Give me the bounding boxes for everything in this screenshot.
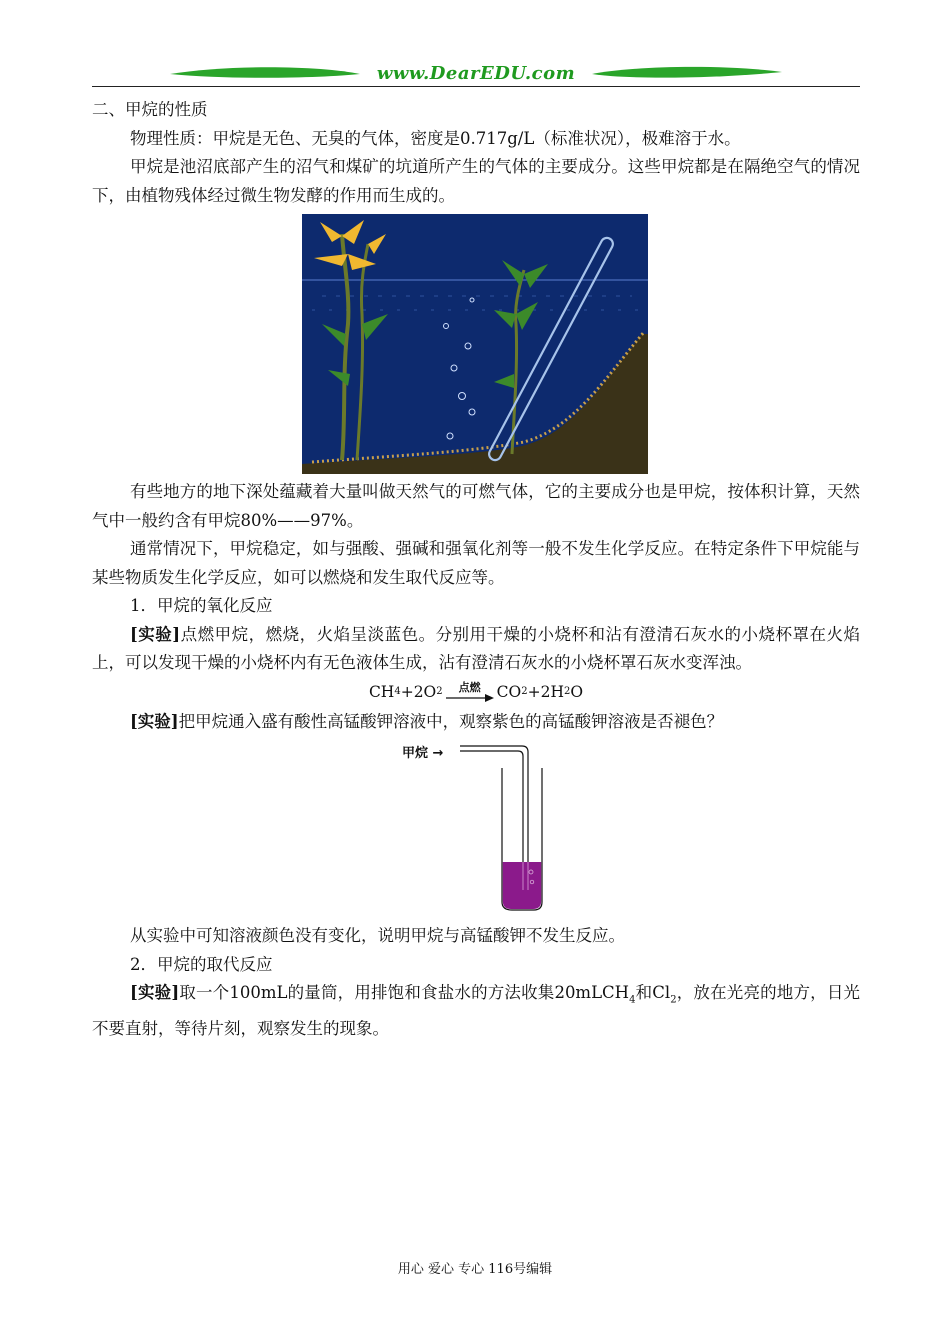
reaction-arrow: [445, 682, 495, 708]
experiment-1-text: 点燃甲烷，燃烧，火焰呈淡蓝色。分别用干燥的小烧杯和沾有澄清石灰水的小烧杯罩在火焰上，可以发现干燥的小烧杯内有无色液体生成，沾有澄清石灰水的小烧杯罩石灰水变浑浊。: [92, 624, 860, 672]
experiment-3-text: 取一个100mL的量筒，用排饱和食盐水的方法收集20mLCH: [179, 983, 630, 1002]
page-footer: 用心 爱心 专心 116号编辑: [397, 1262, 553, 1277]
swamp-gas-illustration: [302, 214, 648, 474]
experiment-2: [92, 708, 860, 737]
paragraph-natural-gas: 有些地方的地下深处蕴藏着大量叫做天然气的可燃气体，它的主要成分也是甲烷，按体积计算，天然气中一般约含有甲烷80%——97%。: [92, 482, 860, 530]
site-logo[interactable]: www.DearEDU.com: [376, 63, 576, 84]
paragraph-source: 甲烷是池沼底部产生的沼气和煤矿的坑道所产生的气体的主要成分。这些甲烷都是在隔绝空气的情况下，由植物残体经过微生物发酵的作用而生成的。: [92, 157, 860, 205]
experiment-3: [92, 979, 860, 1043]
section-title: 二、甲烷的性质: [92, 100, 208, 119]
arrow-right-icon: [445, 694, 495, 704]
header-divider: [92, 86, 860, 87]
formula-sub: 2: [670, 994, 677, 1006]
experiment-3-text: ，放在光亮的地方，日光不要直射，等待片刻，观察发生的现象。: [92, 983, 861, 1038]
experiment-label: [实验]: [130, 711, 179, 731]
reaction-condition: 点燃: [458, 680, 481, 694]
paragraph-conclusion: 从实验中可知溶液颜色没有变化，说明甲烷与高锰酸钾不发生反应。: [130, 926, 625, 945]
heading-oxidation: 1．甲烷的氧化反应: [130, 596, 273, 615]
heading-substitution: 2．甲烷的取代反应: [130, 954, 273, 974]
gas-inlet-label: 甲烷 →: [402, 746, 444, 761]
combustion-equation: [92, 676, 860, 708]
experiment-label: [实验]: [130, 624, 181, 644]
paragraph-stability: 通常情况下，甲烷稳定，如与强酸、强碱和强氧化剂等一般不发生化学反应。在特定条件下甲烷能与某些物质发生化学反应，如可以燃烧和发生取代反应等。: [92, 539, 860, 587]
eq-sub: 2: [521, 685, 528, 697]
eq-sub: 2: [563, 685, 571, 697]
eq-product-o: O: [570, 682, 584, 701]
experiment-1: [92, 621, 860, 678]
experiment-label: [实验]: [130, 983, 180, 1002]
formula-sub: 4: [629, 994, 636, 1006]
eq-reactant-o: +2O: [400, 682, 437, 701]
eq-product-co: CO: [496, 682, 522, 701]
experiment-3-text: 和Cl: [635, 983, 671, 1002]
eq-sub: 4: [394, 685, 401, 697]
paragraph-physical: 物理性质：甲烷是无色、无臭的气体，密度是0.717g/L（标准状况），极难溶于水。: [130, 128, 741, 148]
document-body: [92, 96, 860, 1043]
eq-sub: 2: [436, 685, 443, 697]
eq-product-h: +2H: [527, 682, 564, 701]
experiment-2-text: 把甲烷通入盛有酸性高锰酸钾溶液中，观察紫色的高锰酸钾溶液是否褪色？: [178, 711, 724, 731]
eq-reactant-ch: CH: [368, 682, 395, 701]
test-tube-apparatus: [392, 738, 552, 916]
